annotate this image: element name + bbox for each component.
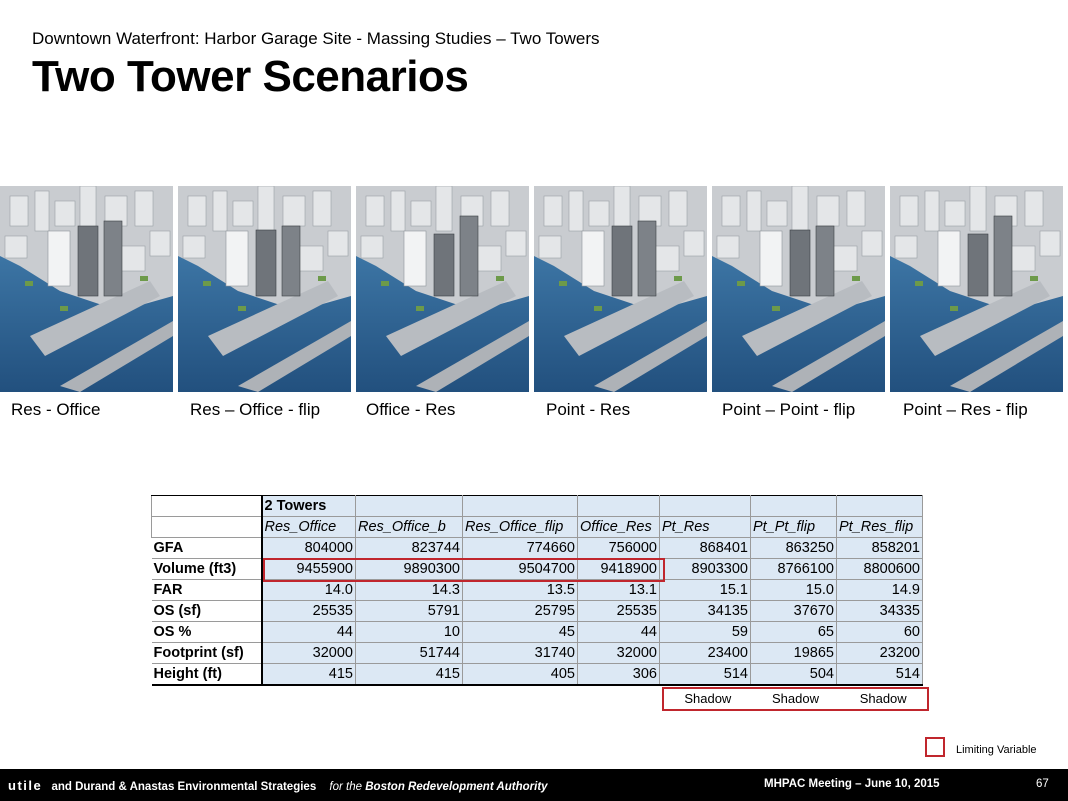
footer-bar (0, 769, 1068, 801)
table-cell: 65 (751, 622, 837, 643)
scenario-caption: Point - Res (546, 400, 631, 419)
column-header: Res_Office_flip (463, 517, 578, 538)
table-cell: 19865 (751, 643, 837, 664)
row-label: Footprint (sf) (152, 643, 262, 664)
shadow-label: Shadow (684, 691, 732, 706)
table-group-cell (356, 496, 463, 517)
footer-meeting: MHPAC Meeting – June 10, 2015 (764, 778, 940, 790)
column-header: Pt_Res (660, 517, 751, 538)
column-header: Res_Office (262, 517, 356, 538)
table-cell: 9890300 (356, 559, 463, 580)
shadow-label: Shadow (772, 691, 819, 706)
table-cell: 23400 (660, 643, 751, 664)
scenario-renderings (0, 186, 1068, 392)
table-cell: 863250 (751, 538, 837, 559)
table-cell: 514 (660, 664, 751, 686)
table-cell: 9504700 (463, 559, 578, 580)
table-cell: 415 (262, 664, 356, 686)
table-cell: 504 (751, 664, 837, 686)
table-cell: 34135 (660, 601, 751, 622)
table-cell: 25535 (578, 601, 660, 622)
table-cell: 756000 (578, 538, 660, 559)
table-cell: 15.0 (751, 580, 837, 601)
column-header: Pt_Res_flip (837, 517, 923, 538)
table-cell: 14.3 (356, 580, 463, 601)
table-cell: 8766100 (751, 559, 837, 580)
table-cell: 44 (578, 622, 660, 643)
scenario-rendering (534, 186, 707, 392)
table-cell: 5791 (356, 601, 463, 622)
scenario-rendering (0, 186, 173, 392)
table-cell: 23200 (837, 643, 923, 664)
table-row (152, 601, 923, 622)
scenario-caption: Office - Res (366, 400, 456, 419)
scenario-rendering (890, 186, 1063, 392)
footer-for-text: for the (329, 781, 363, 793)
table-cell: 51744 (356, 643, 463, 664)
table-cell: 10 (356, 622, 463, 643)
table-cell: 25795 (463, 601, 578, 622)
table-cell: 15.1 (660, 580, 751, 601)
footer-client: Boston Redevelopment Authority (365, 781, 548, 793)
table-corner-cell (152, 517, 262, 538)
scenario-caption: Point – Point - flip (722, 400, 856, 419)
table-cell: 32000 (578, 643, 660, 664)
table-header-row (152, 517, 923, 538)
scenario-rendering (178, 186, 351, 392)
page-number: 67 (1036, 778, 1049, 790)
table-cell: 405 (463, 664, 578, 686)
limiting-variable-label: Limiting Variable (956, 744, 1037, 756)
table-group-row (152, 496, 923, 517)
table-row (152, 643, 923, 664)
scenario-rendering (712, 186, 885, 392)
row-label: GFA (152, 538, 262, 559)
shadow-label: Shadow (859, 691, 907, 706)
table-row (152, 538, 923, 559)
table-cell: 858201 (837, 538, 923, 559)
scenario-caption: Res – Office - flip (190, 400, 321, 419)
scenario-caption: Res - Office (11, 400, 101, 419)
row-label: OS (sf) (152, 601, 262, 622)
table-cell: 13.1 (578, 580, 660, 601)
scenario-data-table (151, 495, 923, 686)
slide-subtitle: Downtown Waterfront: Harbor Garage Site - Massing Studies – Two Towers (32, 29, 600, 48)
table-group-cell (463, 496, 578, 517)
row-label: FAR (152, 580, 262, 601)
table-corner-cell (152, 496, 262, 517)
table-cell: 774660 (463, 538, 578, 559)
limiting-variable-swatch (925, 737, 945, 757)
table-group-cell (660, 496, 751, 517)
slide-title: Two Tower Scenarios (32, 52, 469, 101)
table-cell: 306 (578, 664, 660, 686)
table-cell: 804000 (262, 538, 356, 559)
table-cell: 34335 (837, 601, 923, 622)
row-label: Volume (ft3) (152, 559, 262, 580)
table-cell: 32000 (262, 643, 356, 664)
footer-firm: and Durand & Anastas Environmental Strategies (51, 781, 317, 793)
table-row (152, 622, 923, 643)
table-cell: 25535 (262, 601, 356, 622)
table-cell: 14.9 (837, 580, 923, 601)
table-cell: 8800600 (837, 559, 923, 580)
row-label: OS % (152, 622, 262, 643)
column-header: Pt_Pt_flip (751, 517, 837, 538)
column-header: Res_Office_b (356, 517, 463, 538)
row-label: Height (ft) (152, 664, 262, 686)
shadow-limiting-row (662, 687, 929, 711)
table-cell: 59 (660, 622, 751, 643)
column-header: Office_Res (578, 517, 660, 538)
volume-limiting-highlight (263, 558, 665, 582)
table-group-cell (578, 496, 660, 517)
table-cell: 9418900 (578, 559, 660, 580)
table-cell: 868401 (660, 538, 751, 559)
table-group-label: 2 Towers (262, 496, 356, 517)
table-group-cell (751, 496, 837, 517)
table-cell: 31740 (463, 643, 578, 664)
table-cell: 44 (262, 622, 356, 643)
table-cell: 514 (837, 664, 923, 686)
table-cell: 823744 (356, 538, 463, 559)
table-row (152, 664, 923, 686)
utile-logo: utile (8, 778, 43, 793)
table-cell: 60 (837, 622, 923, 643)
table-cell: 14.0 (262, 580, 356, 601)
table-cell: 415 (356, 664, 463, 686)
table-cell: 8903300 (660, 559, 751, 580)
table-cell: 37670 (751, 601, 837, 622)
table-cell: 45 (463, 622, 578, 643)
table-group-cell (837, 496, 923, 517)
table-row (152, 580, 923, 601)
table-cell: 9455900 (262, 559, 356, 580)
table-cell: 13.5 (463, 580, 578, 601)
scenario-rendering (356, 186, 529, 392)
scenario-caption: Point – Res - flip (903, 400, 1028, 419)
